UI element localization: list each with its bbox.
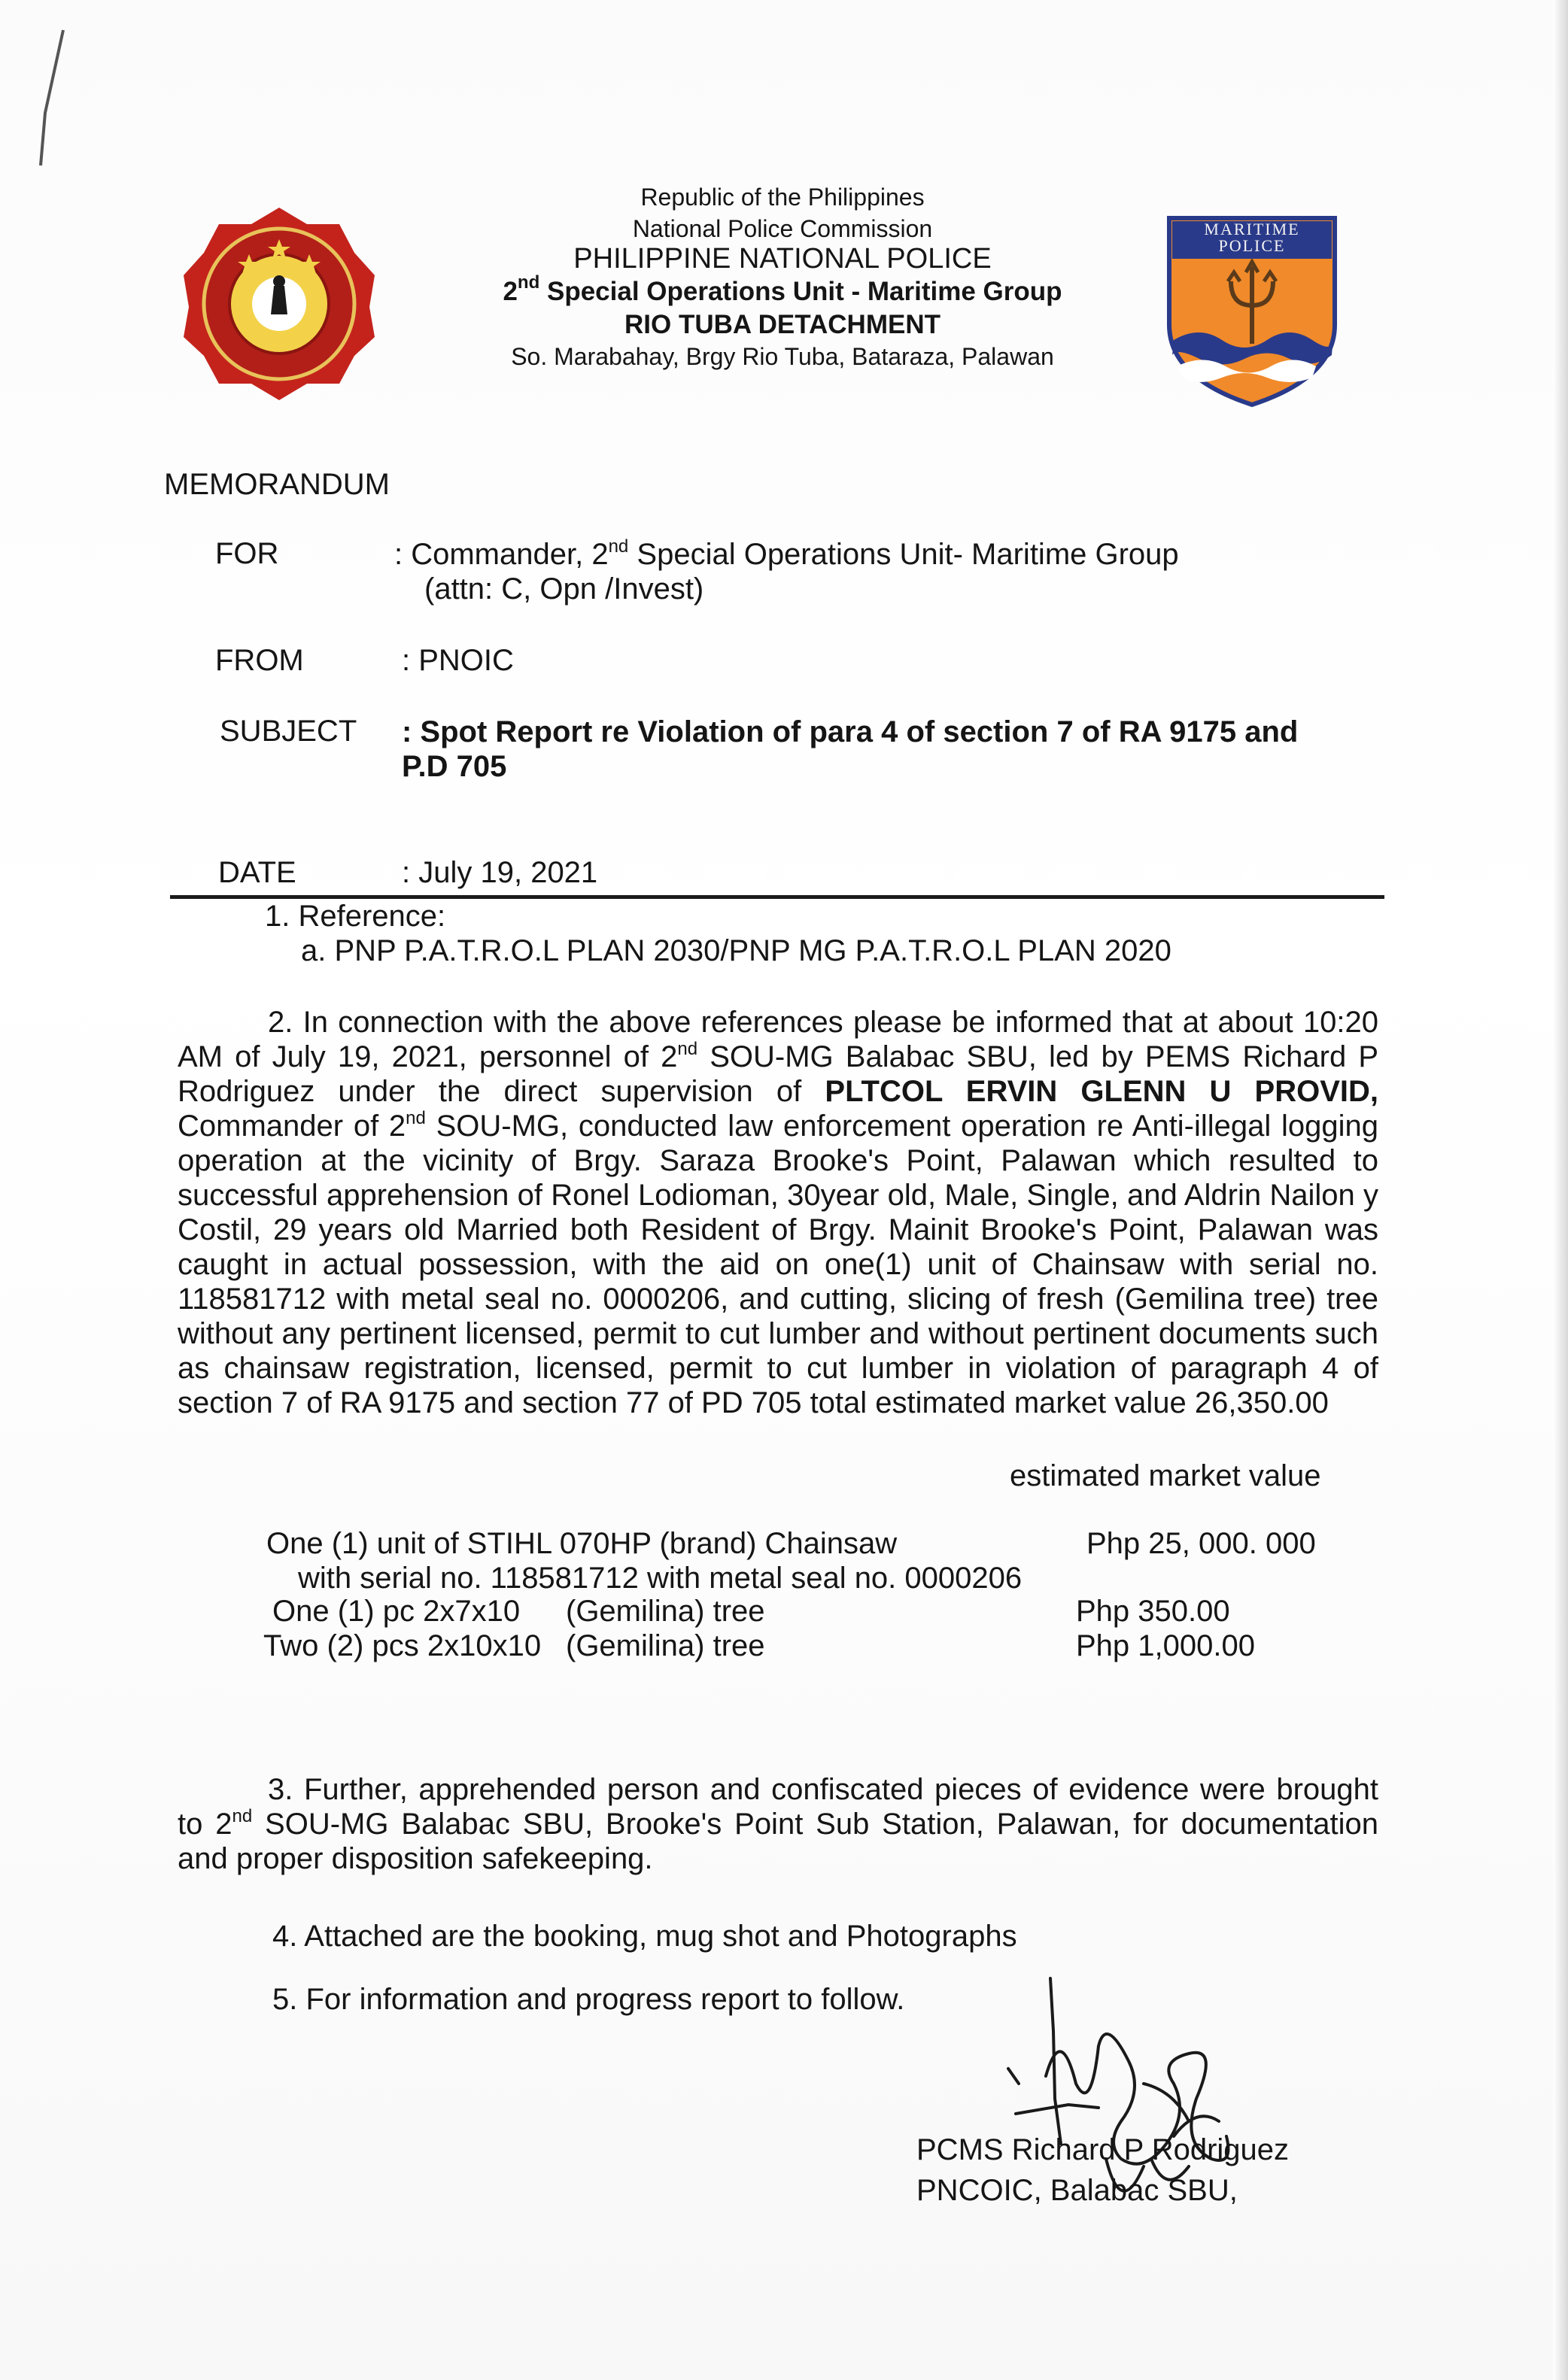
- from-label: FROM: [215, 644, 304, 677]
- item-1-desc-cont: with serial no. 118581712 with metal seal no. 0000206: [298, 1562, 1023, 1595]
- reference-item-a: a. PNP P.A.T.R.O.L PLAN 2030/PNP MG P.A.T.R.O.L PLAN 2020: [301, 934, 1171, 967]
- subject-value: : Spot Report re Violation of para 4 of section 7 of RA 9175 and P.D 705: [402, 715, 1299, 783]
- letterhead-detachment: RIO TUBA DETACHMENT: [624, 310, 940, 339]
- paragraph-5: 5. For information and progress report to follow.: [272, 1983, 905, 2016]
- paragraph-2: [178, 1005, 1378, 1420]
- item-3-value: Php 1,000.00: [1076, 1629, 1255, 1662]
- p2-sup2: nd: [406, 1108, 426, 1128]
- item-1-desc: One (1) unit of STIHL 070HP (brand) Chainsaw: [266, 1527, 898, 1560]
- header-rule: [170, 895, 1384, 899]
- emv-column-heading: estimated market value: [1010, 1459, 1321, 1492]
- letterhead-address: So. Marabahay, Brgy Rio Tuba, Bataraza, Palawan: [511, 343, 1054, 370]
- p3-text-b: SOU-MG Balabac SBU, Brooke's Point Sub Station, Palawan, for documentation and proper disposition safekeeping.: [178, 1808, 1379, 1875]
- item-1-value: Php 25, 000. 000: [1086, 1527, 1316, 1560]
- item-3-kind: (Gemilina) tree: [566, 1629, 765, 1662]
- for-value-b: Special Operations Unit- Maritime Group: [628, 538, 1179, 571]
- subject-label: SUBJECT: [220, 715, 357, 748]
- for-value-attn: (attn: C, Opn /Invest): [424, 572, 704, 606]
- p2-text-d: SOU-MG, conducted law enforcement operation re Anti-illegal logging operation at the vicinity of Brgy. Saraza Brooke's Point, Palawan which resulted to successful apprehension of Ronel Lodioman, 30year old, Male, Single, and Aldrin Nailon y Costil, 29 years old Married both Resident of Brgy. Mainit Brooke's Point, Palawan was caught in actual possession, with the aid on one(1) unit of Chainsaw with serial no. 118581712 with metal seal no. 0000206, and cutting, slicing of fresh (Gemilina tree) tree without any pertinent licensed, permit to cut lumber and without pertinent documents such as chainsaw registration, licensed, permit to cut lumber in violation of paragraph 4 of section 7 of RA 9175 and section 77 of PD 705 total estimated market value 26,350.00: [178, 1110, 1378, 1419]
- signatory-name: PCMS Richard P Rodriguez: [916, 2133, 1290, 2166]
- reference-heading: 1. Reference:: [265, 900, 446, 933]
- date-label: DATE: [218, 856, 296, 889]
- p3-sup: nd: [232, 1806, 253, 1826]
- shield-text-line2: POLICE: [1218, 236, 1286, 255]
- pen-stroke-mark: [15, 23, 75, 173]
- item-2-value: Php 350.00: [1076, 1595, 1230, 1628]
- shield-text: [1178, 221, 1326, 254]
- item-2-desc: One (1) pc 2x7x10: [272, 1595, 521, 1628]
- p2-commander-name: PLTCOL ERVIN GLENN U PROVID,: [825, 1075, 1378, 1108]
- from-value: : PNOIC: [402, 644, 514, 677]
- p3-text-a: 3. Further, apprehended person and confiscated pieces of evidence were brought to 2: [178, 1773, 1378, 1841]
- date-value: : July 19, 2021: [402, 856, 598, 889]
- item-3-desc: Two (2) pcs 2x10x10: [263, 1629, 542, 1662]
- unit-name: Special Operations Unit - Maritime Group: [539, 277, 1062, 306]
- item-2-kind: (Gemilina) tree: [566, 1595, 765, 1628]
- for-value: [394, 537, 1260, 606]
- unit-superscript: nd: [517, 272, 540, 293]
- for-value-a: : Commander, 2: [394, 538, 609, 571]
- for-value-sup: nd: [608, 536, 629, 557]
- memo-type: MEMORANDUM: [164, 468, 390, 501]
- p2-text-b: SOU-MG Balabac SBU, led by PEMS Richard P Rodriguez under the direct supervision of: [178, 1040, 1378, 1108]
- letterhead-commission: National Police Commission: [632, 215, 933, 242]
- unit-number: 2: [503, 277, 518, 306]
- signatory-position: PNCOIC, Balabac SBU,: [916, 2174, 1238, 2207]
- p2-text-a: 2. In connection with the above references please be informed that at about 10:20 AM of July 19, 2021, personnel of 2: [178, 1006, 1378, 1073]
- pnp-seal-icon: [178, 202, 381, 405]
- shield-text-line1: MARITIME: [1204, 220, 1300, 238]
- for-label: FOR: [215, 537, 279, 570]
- letterhead-unit: [406, 272, 1159, 308]
- scan-edge-shadow: [1553, 0, 1568, 2380]
- p2-sup1: nd: [677, 1039, 698, 1059]
- letterhead-country: Republic of the Philippines: [640, 184, 925, 211]
- paragraph-3: [178, 1772, 1378, 1876]
- paragraph-4: 4. Attached are the booking, mug shot and Photographs: [272, 1920, 1017, 1953]
- letterhead-agency: PHILIPPINE NATIONAL POLICE: [573, 243, 992, 275]
- p2-text-c: Commander of 2: [178, 1110, 406, 1143]
